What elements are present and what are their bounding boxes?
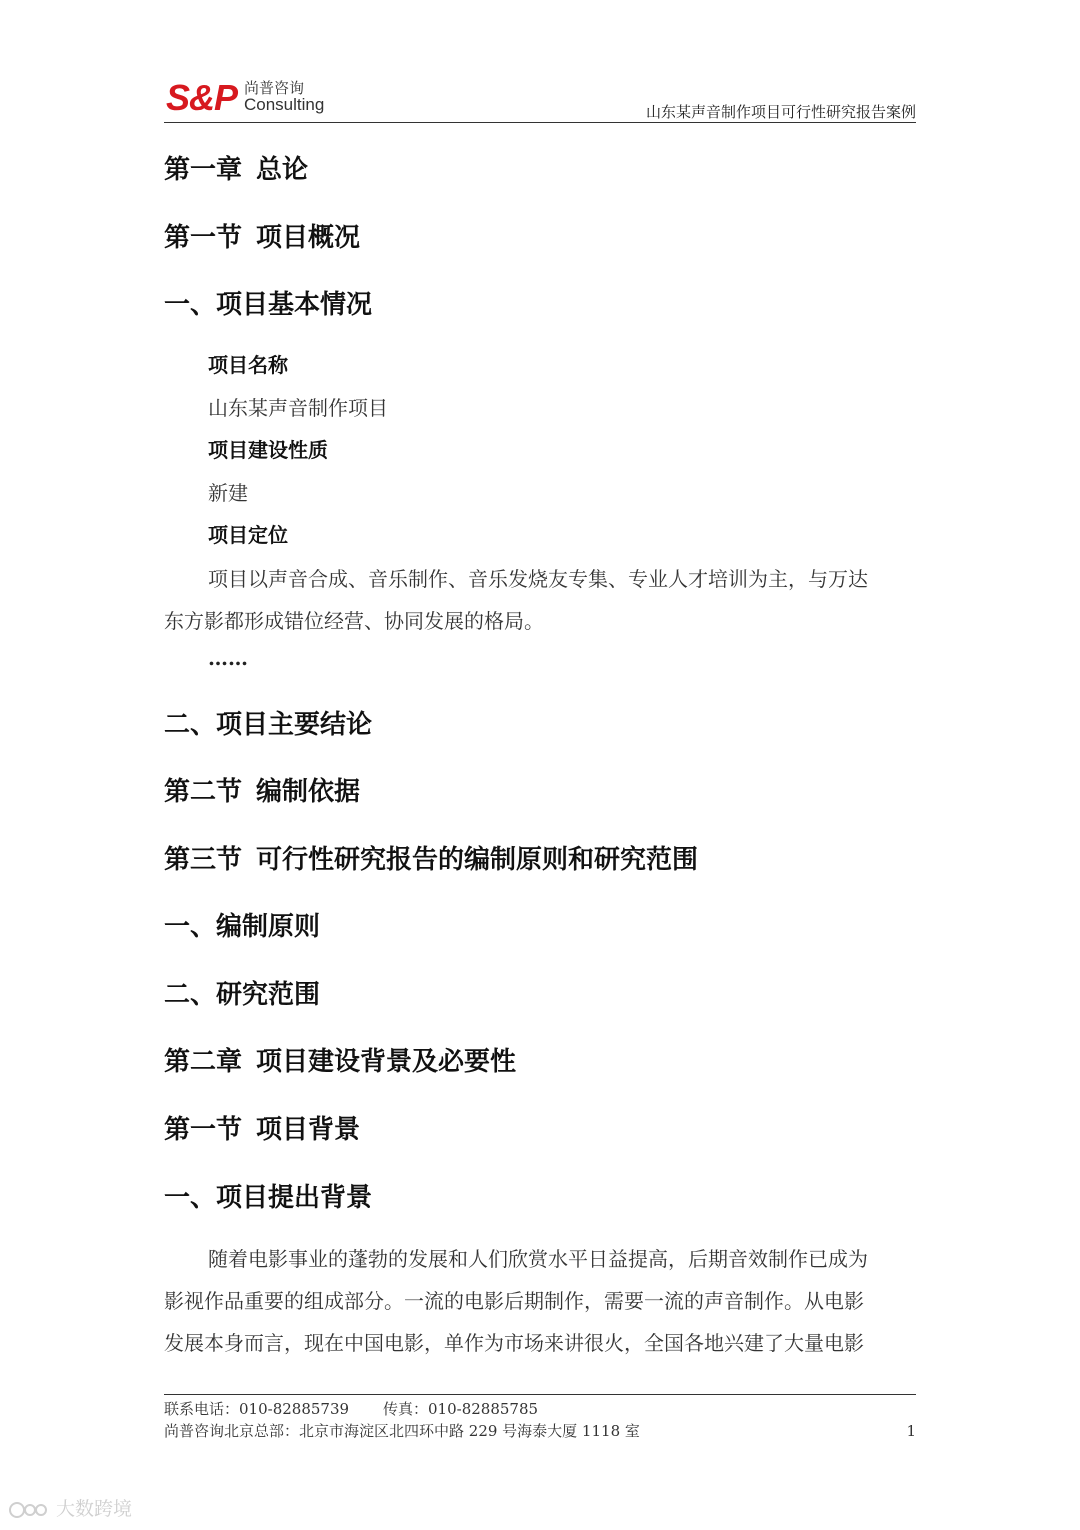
positioning-paragraph (164, 558, 916, 642)
page-number: 1 (906, 1422, 916, 1440)
background-paragraph (164, 1238, 916, 1364)
paragraph-line: 随着电影事业的蓬勃的发展和人们欣赏水平日益提高，后期音效制作已成为 (208, 1247, 868, 1271)
subsection-heading: 二、研究范围 (164, 980, 321, 1010)
section-heading (164, 222, 360, 254)
section-heading (164, 1114, 360, 1146)
field-label-construction-nature: 项目建设性质 (208, 438, 328, 462)
field-label-project-name: 项目名称 (208, 353, 288, 377)
logo-english-name: Consulting (244, 95, 325, 114)
chapter-title: 总论 (256, 155, 309, 185)
field-value-construction-nature: 新建 (208, 481, 248, 505)
document-header-title: 山东某声音制作项目可行性研究报告案例 (645, 103, 916, 121)
footer-phone: 联系电话：010-82885739 (164, 1400, 350, 1418)
section-number: 第一节 (164, 1115, 243, 1145)
company-logo: S&P (166, 77, 238, 118)
footer-divider (164, 1394, 916, 1395)
section-number: 第二节 (164, 777, 243, 807)
section-number: 第三节 (164, 845, 243, 875)
paragraph-line: 影视作品重要的组成部分。一流的电影后期制作，需要一流的声音制作。从电影 (164, 1289, 864, 1313)
chapter-title: 项目建设背景及必要性 (256, 1047, 517, 1077)
chapter-1-heading (164, 154, 308, 186)
logo-chinese-name: 尚普咨询 (244, 79, 305, 97)
subsection-heading: 二、项目主要结论 (164, 710, 373, 740)
chapter-number: 第二章 (164, 1047, 243, 1077)
section-heading (164, 844, 698, 876)
chapter-2-heading (164, 1046, 516, 1078)
watermark-logo-icon (8, 1499, 50, 1521)
footer-fax: 传真：010-82885785 (383, 1400, 539, 1418)
paragraph-line: 项目以声音合成、音乐制作、音乐发烧友专集、专业人才培训为主，与万达 (208, 567, 868, 591)
section-title: 可行性研究报告的编制原则和研究范围 (256, 845, 699, 875)
section-heading (164, 776, 360, 808)
section-title: 项目背景 (256, 1115, 361, 1145)
ellipsis: …… (208, 646, 248, 670)
field-value-project-name: 山东某声音制作项目 (208, 396, 388, 420)
chapter-number: 第一章 (164, 155, 243, 185)
watermark-text: 大数跨境 (56, 1498, 133, 1520)
field-label-positioning: 项目定位 (208, 523, 288, 547)
section-title: 项目概况 (256, 223, 361, 253)
section-number: 第一节 (164, 223, 243, 253)
watermark (8, 1498, 132, 1521)
subsection-heading: 一、编制原则 (164, 912, 321, 942)
header-divider (164, 122, 916, 123)
footer-address: 尚普咨询北京总部：北京市海淀区北四环中路 229 号海泰大厦 1118 室 (164, 1422, 640, 1440)
subsection-heading: 一、项目基本情况 (164, 290, 373, 320)
section-title: 编制依据 (256, 777, 361, 807)
paragraph-line: 东方影都形成错位经营、协同发展的格局。 (164, 609, 544, 633)
subsection-heading: 一、项目提出背景 (164, 1183, 373, 1213)
paragraph-line: 发展本身而言，现在中国电影，单作为市场来讲很火，全国各地兴建了大量电影 (164, 1331, 864, 1355)
